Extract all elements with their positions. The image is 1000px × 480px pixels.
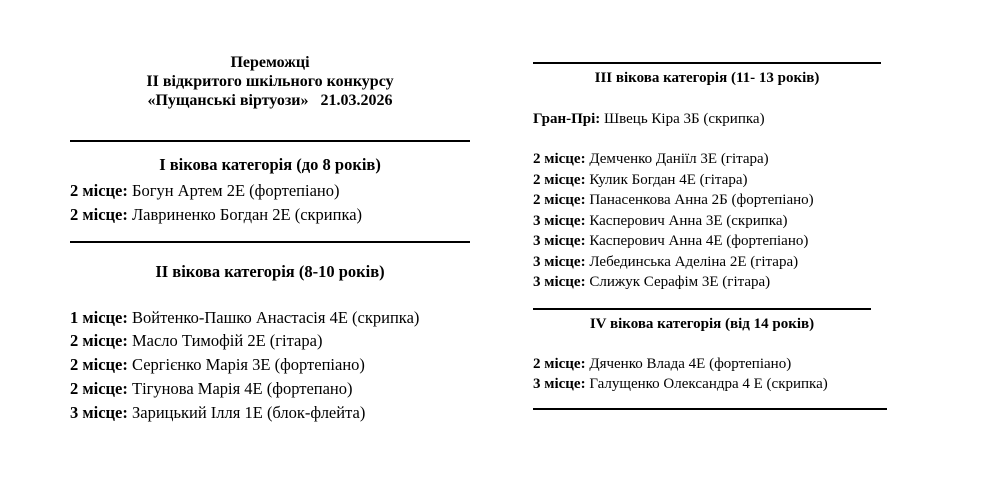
place-label: 2 місце: <box>70 181 128 200</box>
category-3-title: ІІІ вікова категорія (11- 13 років) <box>594 70 820 86</box>
list-item <box>70 403 365 423</box>
place-label: 3 місце: <box>533 233 586 249</box>
divider <box>533 62 881 64</box>
category-1-title: І вікова категорія (до 8 років) <box>159 155 381 174</box>
place-label: 2 місце: <box>533 192 586 208</box>
list-item <box>533 356 791 373</box>
winner-text: Лебединська Аделіна 2Е (гітара) <box>589 254 799 270</box>
list-item <box>70 181 340 201</box>
winner-text: Зарицький Ілля 1Е (блок-флейта) <box>131 403 366 422</box>
header-line-2: ІІ відкритого шкільного конкурсу <box>146 73 394 90</box>
place-label: 3 місце: <box>533 213 586 229</box>
divider <box>533 408 887 410</box>
winner-text: Тігунова Марія 4Е (фортепано) <box>131 379 353 398</box>
winner-text: Швець Кіра 3Б (скрипка) <box>604 111 765 127</box>
document-header <box>70 53 470 110</box>
place-label: 3 місце: <box>533 254 586 270</box>
place-label: Гран-Прі: <box>533 111 601 127</box>
list-item <box>70 205 362 225</box>
winner-text: Касперович Анна 4Е (фортепіано) <box>589 233 809 249</box>
place-label: 2 місце: <box>533 151 586 167</box>
list-item <box>533 376 828 393</box>
winner-text: Дяченко Влада 4Е (фортепіано) <box>589 356 792 372</box>
place-label: 2 місце: <box>533 172 586 188</box>
category-4-title: IV вікова категорія (від 14 років) <box>589 316 815 332</box>
place-label: 1 місце: <box>70 308 128 327</box>
header-line-3: «Пущанські віртуози» 21.03.2026 <box>147 92 393 109</box>
winner-text: Касперович Анна 3Е (скрипка) <box>589 213 788 229</box>
list-item <box>533 274 770 291</box>
header-line-1: Переможці <box>230 54 310 71</box>
list-item <box>533 233 808 250</box>
list-item <box>533 254 798 271</box>
winner-text: Панасенкова Анна 2Б (фортепіано) <box>589 192 814 208</box>
winner-text: Демченко Даніїл 3Е (гітара) <box>589 151 769 167</box>
divider <box>70 241 470 243</box>
list-item <box>70 379 353 399</box>
list-item <box>533 151 769 168</box>
winner-text: Галущенко Олександра 4 Е (скрипка) <box>589 376 828 392</box>
winner-text: Богун Артем 2Е (фортепіано) <box>131 181 340 200</box>
winner-text: Кулик Богдан 4Е (гітара) <box>589 172 748 188</box>
place-label: 2 місце: <box>70 379 128 398</box>
list-item <box>70 331 322 351</box>
divider <box>533 308 871 310</box>
list-item <box>70 308 419 328</box>
winner-text: Масло Тимофій 2Е (гітара) <box>131 331 323 350</box>
place-label: 3 місце: <box>533 376 586 392</box>
place-label: 2 місце: <box>70 331 128 350</box>
list-item <box>533 213 787 230</box>
winner-text: Войтенко-Пашко Анастасія 4Е (скрипка) <box>131 308 420 327</box>
place-label: 3 місце: <box>533 274 586 290</box>
winner-text: Лавриненко Богдан 2Е (скрипка) <box>131 205 363 224</box>
list-item <box>533 192 814 209</box>
list-item <box>533 172 747 189</box>
list-item <box>70 355 365 375</box>
place-label: 2 місце: <box>533 356 586 372</box>
divider <box>70 140 470 142</box>
grand-prix-item <box>533 111 765 128</box>
winner-text: Слижук Серафім 3Е (гітара) <box>589 274 771 290</box>
category-2-title: ІІ вікова категорія (8-10 років) <box>155 262 385 281</box>
place-label: 2 місце: <box>70 205 128 224</box>
place-label: 2 місце: <box>70 355 128 374</box>
place-label: 3 місце: <box>70 403 128 422</box>
winner-text: Сергієнко Марія 3Е (фортепіано) <box>131 355 365 374</box>
